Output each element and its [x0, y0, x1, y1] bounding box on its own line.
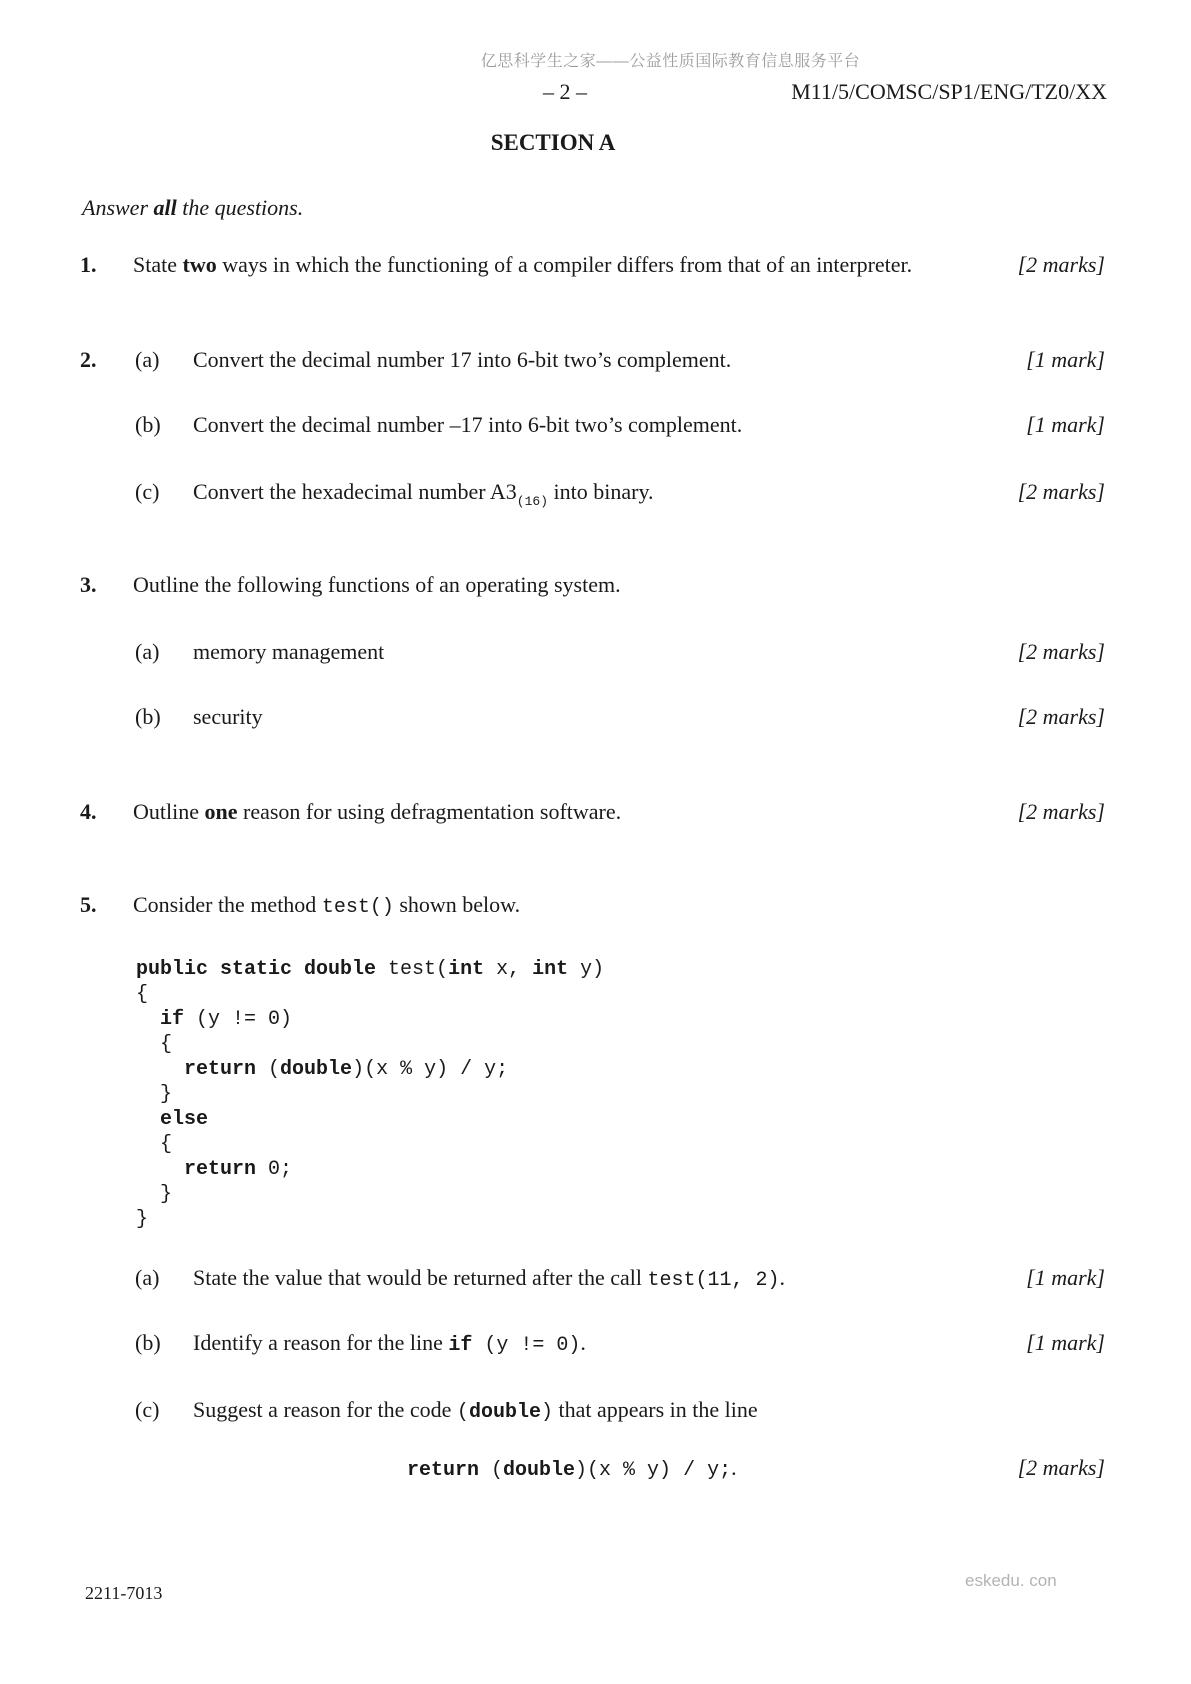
- question-2a-row: [80, 347, 1105, 375]
- marks-label: [2 marks]: [1017, 639, 1105, 664]
- question-3a-row: [80, 639, 1105, 667]
- question-text: Convert the decimal number 17 into 6-bit two’s complement.: [193, 347, 732, 372]
- header-watermark: 亿思科学生之家——公益性质国际教育信息服务平台: [480, 53, 861, 70]
- marks-label: [1 mark]: [1026, 1265, 1105, 1290]
- code-listing: public static double test(int x, int y) { if (y != 0) { return (double)(x % y) / y; } else { return 0; } }: [136, 958, 605, 1231]
- question-text: memory management: [193, 639, 385, 664]
- question-text: Outline one reason for using defragmentation software.: [133, 799, 622, 824]
- question-2c-row: [80, 479, 1105, 507]
- section-title: SECTION A: [490, 130, 616, 155]
- instructions-line: Answer all the questions.: [82, 195, 304, 220]
- marks-label: [1 mark]: [1026, 1330, 1105, 1355]
- question-text: State two ways in which the functioning of a compiler differs from that of an interpreter.: [133, 252, 913, 277]
- marks-label: [2 marks]: [1017, 704, 1105, 729]
- question-number: 4.: [80, 799, 97, 824]
- question-text: Consider the method test() shown below.: [133, 892, 521, 919]
- marks-label: [2 marks]: [1017, 1455, 1105, 1480]
- inline-code-line: return (double)(x % y) / y;.: [407, 1455, 737, 1482]
- marks-label: [2 marks]: [1017, 479, 1105, 504]
- question-number: 5.: [80, 892, 97, 917]
- question-number: 2.: [80, 347, 97, 372]
- marks-label: [1 mark]: [1026, 412, 1105, 437]
- question-text: Suggest a reason for the code (double) that appears in the line: [193, 1397, 758, 1424]
- question-5-row: [80, 892, 1105, 920]
- page-number: – 2 –: [543, 79, 587, 104]
- question-text: security: [193, 704, 263, 729]
- paper-code: M11/5/COMSC/SP1/ENG/TZ0/XX: [791, 79, 1107, 104]
- part-letter: (c): [135, 1397, 160, 1422]
- part-letter: (a): [135, 639, 160, 664]
- question-number: 3.: [80, 572, 97, 597]
- question-5a-row: [80, 1265, 1105, 1293]
- question-3-row: [80, 572, 1105, 600]
- marks-label: [1 mark]: [1026, 347, 1105, 372]
- question-text: Outline the following functions of an operating system.: [133, 572, 621, 597]
- question-5b-row: [80, 1330, 1105, 1358]
- question-text: State the value that would be returned after the call test(11, 2).: [193, 1265, 786, 1292]
- question-2b-row: [80, 412, 1105, 440]
- question-3b-row: [80, 704, 1105, 732]
- question-text: Convert the hexadecimal number $A3_{(16)}$ into binary.: [193, 479, 654, 509]
- question-1-row: [80, 252, 1105, 280]
- part-letter: (b): [135, 704, 161, 729]
- marks-label: [2 marks]: [1017, 252, 1105, 277]
- part-letter: (c): [135, 479, 160, 504]
- part-letter: (a): [135, 1265, 160, 1290]
- part-letter: (b): [135, 412, 161, 437]
- question-number: 1.: [80, 252, 97, 277]
- question-text: Convert the decimal number –17 into 6-bit two’s complement.: [193, 412, 743, 437]
- question-5c-row: [80, 1397, 1105, 1425]
- question-4-row: [80, 799, 1105, 827]
- question-5c-code-row: [80, 1455, 1105, 1483]
- footer-watermark: eskedu. con: [965, 1571, 1057, 1590]
- question-text: Identify a reason for the line if (y != 0).: [193, 1330, 586, 1357]
- marks-label: [2 marks]: [1017, 799, 1105, 824]
- part-letter: (b): [135, 1330, 161, 1355]
- part-letter: (a): [135, 347, 160, 372]
- footer-paper-ref: 2211-7013: [85, 1583, 163, 1603]
